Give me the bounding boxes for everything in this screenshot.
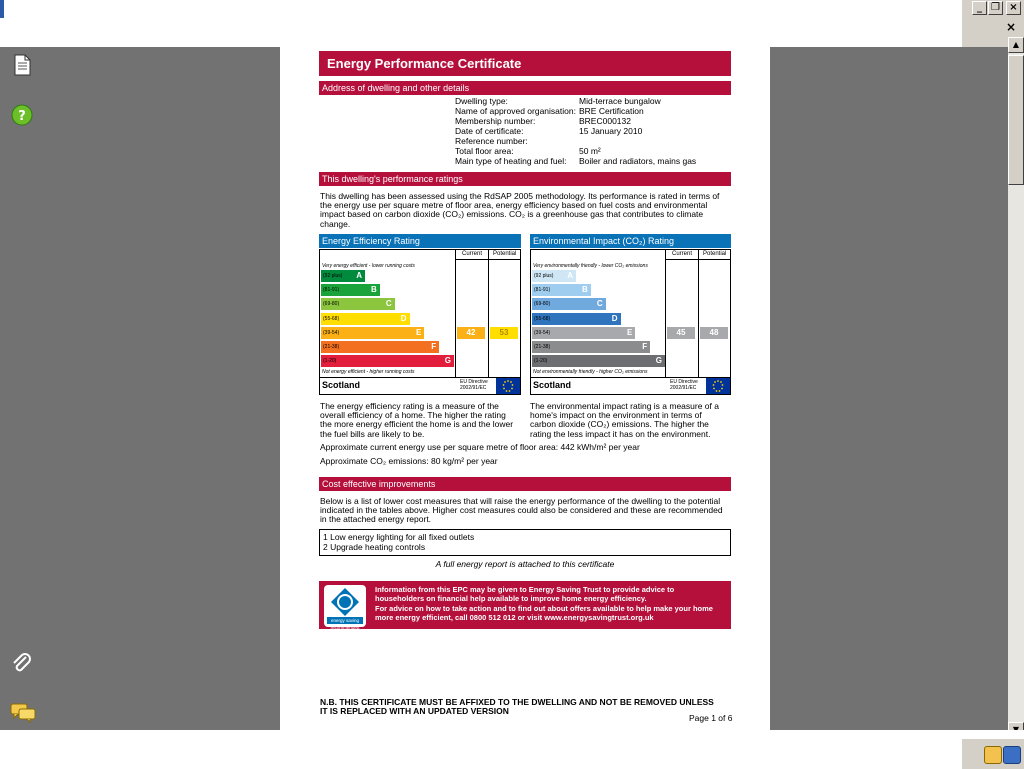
svg-text:?: ? — [18, 109, 26, 124]
detail-label: Total floor area: — [455, 146, 514, 156]
detail-label: Reference number: — [455, 136, 528, 146]
env-band — [532, 341, 650, 353]
energy-current-header: Current — [462, 251, 483, 257]
improvements-text: Below is a list of lower cost measures that will raise the energy performance of the dwelling to the potential indicated in the tables above. Higher cost measures could also be considered and these are recommended in the attached energy report. — [320, 496, 723, 525]
band-letter: C — [596, 299, 603, 309]
band-letter: D — [611, 313, 618, 323]
energy-current-rating: 42 — [457, 327, 485, 339]
col-divider — [698, 249, 699, 377]
eu-flag-icon — [496, 378, 520, 394]
header-line — [455, 259, 521, 260]
network-icon[interactable] — [1003, 746, 1021, 764]
col-divider — [455, 249, 456, 377]
energy-region: Scotland — [322, 380, 361, 390]
env-bottom-note: Not environmentally friendly - higher CO₂ emissions — [533, 369, 648, 375]
band-range: (69-80) — [534, 301, 551, 308]
env-current-header: Current — [672, 251, 693, 257]
env-eu-directive: EU Directive 2002/91/EC — [670, 379, 698, 391]
viewer-background — [770, 47, 1008, 730]
env-potential-header: Potential — [703, 251, 727, 257]
energy-band — [321, 270, 365, 282]
certificate-title: Energy Performance Certificate — [319, 51, 731, 76]
energy-band — [321, 313, 410, 325]
energy-band — [321, 327, 424, 339]
close-document-button[interactable]: × — [1006, 20, 1017, 34]
env-current-rating: 45 — [667, 327, 695, 339]
document-page — [280, 47, 770, 730]
list-item: 1 Low energy lighting for all fixed outlets — [323, 532, 475, 542]
energy-potential-rating: 53 — [490, 327, 518, 339]
band-range: (55-68) — [534, 315, 551, 322]
energy-use-line: Approximate current energy use per square metre of floor area: 442 kWh/m² per year — [320, 442, 640, 452]
eu-flag-icon — [706, 378, 730, 394]
scroll-thumb[interactable] — [1008, 55, 1024, 185]
est-line-1: Information from this EPC may be given to Energy Saving Trust to provide advice to householders on financial help available to improve home energy efficiency. — [375, 585, 675, 603]
list-item: 2 Upgrade heating controls — [323, 542, 426, 552]
band-letter: G — [444, 356, 451, 366]
env-region: Scotland — [533, 380, 572, 390]
detail-value: 15 January 2010 — [579, 126, 643, 136]
energy-saving-logo — [324, 585, 366, 630]
attachment-icon[interactable] — [11, 651, 33, 680]
band-letter: D — [400, 313, 407, 323]
navigation-pane — [0, 47, 280, 730]
col-divider — [488, 249, 489, 377]
document-toolbar — [0, 0, 1024, 47]
improvements-heading: Cost effective improvements — [319, 477, 731, 491]
band-range: (81-91) — [534, 287, 551, 294]
band-range: (39-54) — [323, 329, 340, 336]
band-range: (92 plus) — [323, 273, 343, 279]
report-note: A full energy report is attached to this certificate — [435, 559, 615, 569]
energy-top-note: Very energy efficient - lower running costs — [322, 263, 415, 269]
footer-line — [530, 377, 731, 378]
energy-eu-directive: EU Directive 2002/91/EC — [460, 379, 488, 391]
band-letter: F — [642, 342, 648, 351]
band-range: (69-80) — [323, 301, 340, 308]
env-band — [532, 298, 606, 310]
energy-chart-title: Energy Efficiency Rating — [319, 234, 521, 248]
energy-band — [321, 284, 380, 296]
env-band — [532, 313, 621, 325]
band-letter: B — [371, 285, 377, 295]
band-letter: G — [655, 356, 662, 366]
energy-potential-header: Potential — [493, 251, 517, 257]
env-band — [532, 327, 635, 339]
detail-label: Name of approved organisation: — [455, 106, 576, 116]
env-chart-title: Environmental Impact (CO₂) Rating — [530, 234, 731, 248]
band-range: (21-38) — [323, 344, 340, 350]
comments-icon[interactable] — [10, 703, 36, 728]
page-icon[interactable] — [12, 54, 32, 81]
band-letter: E — [415, 327, 422, 337]
detail-label: Dwelling type: — [455, 96, 508, 106]
env-potential-rating: 48 — [700, 327, 728, 339]
restore-button[interactable]: ❐ — [988, 1, 1003, 15]
env-band — [532, 270, 576, 282]
header-line — [665, 259, 731, 260]
energy-band — [321, 341, 439, 353]
band-letter: A — [356, 271, 362, 280]
ratings-text: This dwelling has been assessed using the RdSAP 2005 methodology. Its performance is rated in terms of the energy use per square metre of floor area, energy efficiency based on fuel costs and environmental impact based on carbon dioxide (CO₂) emissions. CO₂ is a greenhouse gas that contributes to climate change. — [320, 191, 720, 229]
energy-band — [321, 355, 454, 367]
detail-label: Membership number: — [455, 116, 536, 126]
band-range: (21-38) — [534, 344, 551, 350]
close-button[interactable]: × — [1006, 1, 1021, 15]
logo-text: energy saving recommended — [330, 618, 360, 630]
detail-label: Main type of heating and fuel: — [455, 156, 567, 166]
col-divider — [665, 249, 666, 377]
energy-bottom-note: Not energy efficient - higher running costs — [322, 369, 415, 375]
band-range: (1-20) — [534, 358, 548, 365]
band-letter: B — [582, 285, 588, 295]
footer-line — [319, 377, 521, 378]
est-line-2: For advice on how to take action and to find out about offers available to help make your home more energy efficient, call 0800 512 012 or visit www.energysavingtrust.org.uk — [375, 604, 713, 622]
detail-label: Date of certificate: — [455, 126, 524, 136]
env-band — [532, 355, 665, 367]
env-top-note: Very environmentally friendly - lower CO₂ emissions — [533, 263, 648, 269]
detail-value: Mid-terrace bungalow — [579, 96, 661, 106]
improvements-list — [319, 529, 731, 556]
scroll-up-button[interactable]: ▲ — [1008, 37, 1024, 53]
detail-value: 50 m² — [579, 146, 601, 156]
band-letter: F — [431, 342, 437, 351]
help-icon[interactable] — [11, 104, 33, 131]
ratings-heading: This dwelling's performance ratings — [319, 172, 731, 186]
energy-saving-trust-box — [319, 581, 731, 629]
address-heading: Address of dwelling and other details — [319, 81, 731, 95]
system-tray — [962, 738, 1024, 769]
co2-emissions-line: Approximate CO₂ emissions: 80 kg/m² per year — [320, 456, 498, 466]
band-letter: A — [567, 271, 573, 280]
band-range: (39-54) — [534, 329, 551, 336]
detail-value: BREC000132 — [579, 116, 631, 126]
detail-value: BRE Certification — [579, 106, 644, 116]
energy-band — [321, 298, 395, 310]
clock-icon[interactable] — [984, 746, 1002, 764]
env-band — [532, 284, 591, 296]
detail-value: Boiler and radiators, mains gas — [579, 156, 697, 166]
band-letter: E — [626, 327, 633, 337]
page-number: Page 1 of 6 — [689, 713, 733, 723]
env-description: The environmental impact rating is a measure of a home's impact on the environment in terms of carbon dioxide (CO₂) emissions. The higher the rating the less impact it has on the environment. — [530, 401, 719, 439]
band-range: (81-91) — [323, 287, 340, 294]
band-range: (55-68) — [323, 315, 340, 322]
nb-notice: N.B. THIS CERTIFICATE MUST BE AFFIXED TO THE DWELLING AND NOT BE REMOVED UNLESS IT IS REPLACED WITH AN UPDATED VERSION — [320, 697, 714, 716]
minimize-button[interactable]: _ — [972, 1, 987, 15]
energy-description: The energy efficiency rating is a measure of the overall efficiency of a home. The higher the rating the more energy efficient the home is and the lower the fuel bills are likely to be. — [320, 401, 514, 439]
status-area — [0, 730, 1024, 768]
band-range: (1-20) — [323, 358, 337, 365]
taskbar-edge — [0, 0, 4, 18]
band-letter: C — [385, 299, 392, 309]
vertical-scrollbar[interactable] — [1008, 37, 1024, 738]
band-range: (92 plus) — [534, 273, 554, 279]
